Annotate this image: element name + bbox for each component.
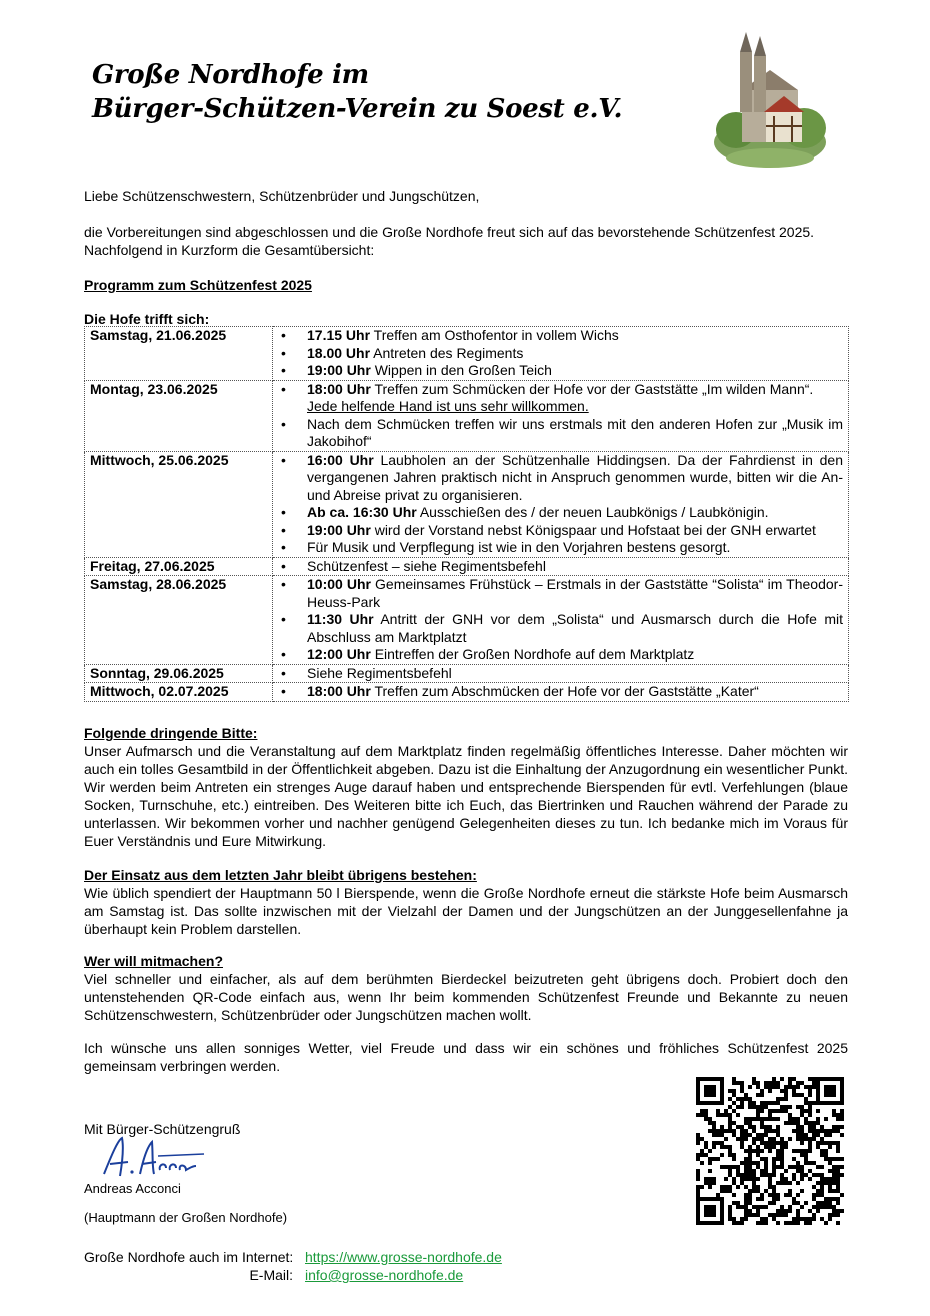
schedule-item: • 16:00 Uhr Laubholen an der Schützenhalle Hiddingsen. Da der Fahrdienst in den vergangenen Jahren praktisch nicht in Anspruch genommen wurde, bitten wir die An- und Abreise privat zu organisieren. — [307, 452, 843, 505]
schedule-item: • Schützenfest – siehe Regimentsbefehl — [307, 558, 843, 576]
request-text: Unser Aufmarsch und die Veranstaltung auf dem Marktplatz finden regelmäßig öffentliches Interesse. Daher möchten wir auch ein tolles Gesamtbild in der Öffentlichkeit abgeben. Dazu ist die Einhaltung der Anzugordnung ein wesentlicher Punkt. Wir werden beim Antreten ein strenges Auge darauf haben und entsprechende Bierspenden für evtl. Verfehlungen (blaue Socken, Turnschuhe, etc.) eintreiben. Des Weiteren bitte ich Euch, das Biertrinken und Rauchen während der Parade zu unterlassen. Wir bekommen vorher und nachher genügend Gelegenheiten dieses zu tun. Ich bedanke mich im Voraus für Euer Verständnis und Eure Mitwirkung. — [84, 743, 848, 849]
schedule-date: Mittwoch, 25.06.2025 — [85, 451, 273, 557]
schedule-date: Montag, 23.06.2025 — [85, 380, 273, 451]
closing-text: Ich wünsche uns allen sonniges Wetter, viel Freude und dass wir ein schönes und fröhliches Schützenfest 2025 gemeinsam verbringen werden. — [84, 1040, 848, 1074]
schedule-item: • 18:00 Uhr Treffen zum Abschmücken der Hofe vor der Gaststätte „Kater“ — [307, 683, 843, 701]
web-label: Große Nordhofe auch im Internet: — [84, 1249, 294, 1265]
signoff-name: Andreas Acconci — [84, 1181, 181, 1196]
helper-note: Jede helfende Hand ist uns sehr willkommen. — [307, 398, 589, 414]
website-link[interactable]: https://www.grosse-nordhofe.de — [305, 1249, 502, 1265]
schedule-item: • 18:00 Uhr Treffen zum Schmücken der Hofe vor der Gaststätte „Im wilden Mann“. Jede helfende Hand ist uns sehr willkommen. — [307, 381, 843, 416]
club-title — [92, 58, 692, 126]
schedule-item: • Für Musik und Verpflegung ist wie in den Vorjahren bestens gesorgt. — [307, 539, 843, 557]
greeting: Liebe Schützenschwestern, Schützenbrüder und Jungschützen, — [84, 188, 480, 204]
intro-paragraph: die Vorbereitungen sind abgeschlossen und die Große Nordhofe freut sich auf das bevorstehende Schützenfest 2025. Nachfolgend in Kurzform die Gesamtübersicht: — [84, 224, 815, 258]
schedule-date: Freitag, 27.06.2025 — [85, 557, 273, 576]
schedule-row — [85, 380, 849, 451]
qr-code-icon[interactable] — [696, 1077, 844, 1225]
schedule-date: Samstag, 28.06.2025 — [85, 576, 273, 665]
title-line-1: Große Nordhofe im — [92, 60, 369, 90]
schedule-item: • Siehe Regimentsbefehl — [307, 665, 843, 683]
email-label: E-Mail: — [249, 1267, 293, 1283]
schedule-item: • Ab ca. 16:30 Uhr Ausschießen des / der neuen Laubkönigs / Laubkönigin. — [307, 504, 843, 522]
schedule-item: • 18.00 Uhr Antreten des Regiments — [307, 345, 843, 363]
signoff-role: (Hauptmann der Großen Nordhofe) — [84, 1210, 288, 1225]
schedule-date: Samstag, 21.06.2025 — [85, 327, 273, 381]
bet-heading: Der Einsatz aus dem letzten Jahr bleibt übrigens bestehen: — [84, 867, 477, 883]
schedule-row — [85, 683, 849, 702]
email-link[interactable]: info@grosse-nordhofe.de — [305, 1267, 464, 1283]
schedule-row — [85, 576, 849, 665]
schedule-date: Mittwoch, 02.07.2025 — [85, 683, 273, 702]
schedule-row — [85, 557, 849, 576]
schedule-date: Sonntag, 29.06.2025 — [85, 664, 273, 683]
signature-icon — [98, 1134, 208, 1180]
program-heading: Programm zum Schützenfest 2025 — [84, 277, 312, 293]
schedule-row — [85, 451, 849, 557]
schedule-item: • 17.15 Uhr Treffen am Osthofentor in vollem Wichs — [307, 327, 843, 345]
schedule-item: • 12:00 Uhr Eintreffen der Großen Nordhofe auf dem Marktplatz — [307, 646, 843, 664]
schedule-item: • 10:00 Uhr Gemeinsames Frühstück – Erstmals in der Gaststätte “Solista“ im Theodor-Heuss-Park — [307, 576, 843, 611]
schedule-item: • Nach dem Schmücken treffen wir uns erstmals mit den anderen Hofen zur „Musik im Jakobihof“ — [307, 416, 843, 451]
schedule-item: • 11:30 Uhr Antritt der GNH vor dem „Solista“ und Ausmarsch durch die Hofe mit Abschluss am Marktplatzt — [307, 611, 843, 646]
bet-text: Wie üblich spendiert der Hauptmann 50 l Bierspende, wenn die Große Nordhofe erneut die stärkste Hofe beim Ausmarsch am Samstag ist. Das sollte inzwischen mit der Vielzahl der Damen und der Jungschützen an der Junggesellenfahne ja überhaupt kein Problem darstellen. — [84, 885, 848, 937]
join-heading: Wer will mitmachen? — [84, 953, 223, 969]
schedule-table — [84, 326, 849, 702]
schedule-item: • 19:00 Uhr wird der Vorstand nebst Königspaar und Hofstaat bei der GNH erwartet — [307, 522, 843, 540]
schedule-row — [85, 327, 849, 381]
join-text: Viel schneller und einfacher, als auf dem berühmten Bierdeckel beizutreten geht übrigens doch. Probiert doch den untenstehenden QR-Code einfach aus, wenn Ihr beim kommenden Schützenfest Freunde und Bekannte zu neuen Schützenschwestern, Schützenbrüder oder Jungschützen machen wollt. — [84, 971, 848, 1023]
schedule-row — [85, 664, 849, 683]
request-heading: Folgende dringende Bitte: — [84, 725, 258, 741]
signoff-greeting: Mit Bürger-Schützengruß — [84, 1121, 241, 1137]
church-logo-icon — [712, 30, 828, 170]
meets-heading: Die Hofe trifft sich: — [84, 311, 210, 327]
schedule-item: • 19:00 Uhr Wippen in den Großen Teich — [307, 362, 843, 380]
title-line-2: Bürger-Schützen-Verein zu Soest e.V. — [92, 94, 623, 124]
